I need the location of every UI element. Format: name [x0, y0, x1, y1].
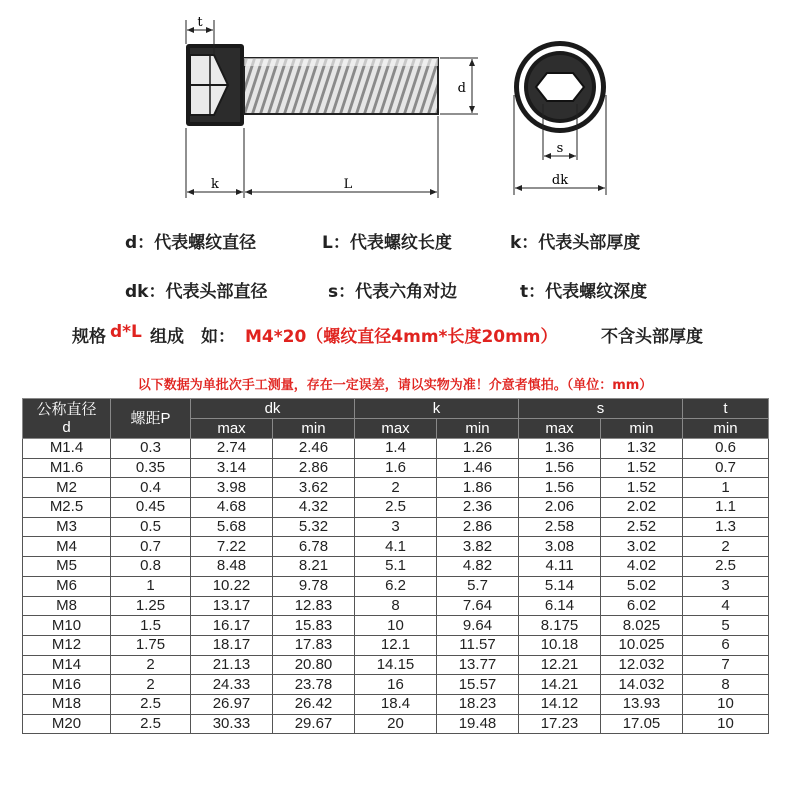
table-cell: 8.025	[601, 616, 683, 636]
s-dimension-label: s	[556, 141, 564, 156]
table-cell: 16.17	[191, 616, 273, 636]
table-cell: 2.02	[601, 498, 683, 518]
table-row	[23, 498, 769, 518]
table-cell: 0.8	[111, 557, 191, 577]
table-cell: 1.46	[437, 458, 519, 478]
table-cell: M14	[23, 655, 111, 675]
table-cell: M5	[23, 557, 111, 577]
table-cell: M8	[23, 596, 111, 616]
table-cell: 2	[683, 537, 769, 557]
table-cell: 0.35	[111, 458, 191, 478]
spec-example: M4*20（螺纹直径4mm*长度20mm）	[245, 327, 558, 347]
table-cell: 12.032	[601, 655, 683, 675]
legend-t: t：代表螺纹深度	[520, 282, 648, 302]
header-t-min: min	[683, 419, 769, 439]
table-cell: 10	[355, 616, 437, 636]
table-cell: 0.5	[111, 517, 191, 537]
legend-L: L：代表螺纹长度	[322, 233, 452, 253]
table-row	[23, 537, 769, 557]
table-cell: 1.86	[437, 478, 519, 498]
header-k-max: max	[355, 419, 437, 439]
table-cell: M1.4	[23, 439, 111, 459]
table-cell: 1.32	[601, 439, 683, 459]
table-cell: 5.7	[437, 576, 519, 596]
header-pitch: 螺距P	[111, 399, 191, 439]
table-cell: 17.23	[519, 714, 601, 734]
table-cell: 4.32	[273, 498, 355, 518]
table-cell: 8	[683, 675, 769, 695]
screw-head-end-view	[514, 41, 606, 133]
table-cell: 12.83	[273, 596, 355, 616]
table-cell: 1.3	[683, 517, 769, 537]
table-cell: 1.5	[111, 616, 191, 636]
table-cell: M6	[23, 576, 111, 596]
table-cell: 20	[355, 714, 437, 734]
table-cell: 8	[355, 596, 437, 616]
table-cell: M2	[23, 478, 111, 498]
table-cell: 14.21	[519, 675, 601, 695]
table-row	[23, 655, 769, 675]
t-dimension-label: t	[197, 15, 203, 30]
table-cell: 18.17	[191, 635, 273, 655]
table-cell: 10.18	[519, 635, 601, 655]
table-cell: 1.4	[355, 439, 437, 459]
table-cell: 3	[683, 576, 769, 596]
table-cell: 11.57	[437, 635, 519, 655]
table-cell: 3.02	[601, 537, 683, 557]
table-cell: 19.48	[437, 714, 519, 734]
table-row	[23, 517, 769, 537]
table-cell: 7.64	[437, 596, 519, 616]
table-cell: 1.75	[111, 635, 191, 655]
table-cell: 2.52	[601, 517, 683, 537]
table-header-row-1	[23, 399, 769, 419]
table-cell: 1.6	[355, 458, 437, 478]
table-cell: 1.36	[519, 439, 601, 459]
table-cell: 3.82	[437, 537, 519, 557]
table-cell: 17.83	[273, 635, 355, 655]
table-cell: 4.11	[519, 557, 601, 577]
d-dimension-label: d	[457, 81, 466, 96]
table-row	[23, 576, 769, 596]
table-body	[23, 439, 769, 734]
screw-head-side-view	[186, 44, 244, 126]
table-cell: M2.5	[23, 498, 111, 518]
table-cell: 17.05	[601, 714, 683, 734]
legend-s: s：代表六角对边	[328, 282, 458, 302]
spec-mid: 组成 如：	[150, 327, 235, 347]
table-cell: 0.7	[683, 458, 769, 478]
table-cell: 0.7	[111, 537, 191, 557]
legend-d: d：代表螺纹直径	[125, 233, 257, 253]
screw-dimension-diagram	[0, 0, 790, 210]
table-cell: M12	[23, 635, 111, 655]
table-cell: 3.98	[191, 478, 273, 498]
table-cell: 2.5	[111, 694, 191, 714]
table-row	[23, 439, 769, 459]
table-cell: 26.97	[191, 694, 273, 714]
header-s-max: max	[519, 419, 601, 439]
table-cell: 10	[683, 714, 769, 734]
table-cell: 2.06	[519, 498, 601, 518]
table-cell: M4	[23, 537, 111, 557]
table-cell: 4.68	[191, 498, 273, 518]
header-s-min: min	[601, 419, 683, 439]
table-cell: 0.6	[683, 439, 769, 459]
table-cell: 2.86	[437, 517, 519, 537]
table-cell: 4.1	[355, 537, 437, 557]
table-cell: 2	[111, 655, 191, 675]
spec-formula: d*L	[110, 322, 142, 342]
table-cell: 1.1	[683, 498, 769, 518]
table-cell: 23.78	[273, 675, 355, 695]
measurement-note: 以下数据为单批次手工测量，存在一定误差，请以实物为准！介意者慎拍。（单位：mm）	[137, 378, 653, 393]
table-cell: 5.02	[601, 576, 683, 596]
table-cell: 2.86	[273, 458, 355, 478]
table-cell: 5.68	[191, 517, 273, 537]
table-cell: 1.56	[519, 478, 601, 498]
table-cell: 5.14	[519, 576, 601, 596]
table-cell: 18.4	[355, 694, 437, 714]
table-cell: 15.83	[273, 616, 355, 636]
table-row	[23, 714, 769, 734]
table-cell: 6.02	[601, 596, 683, 616]
table-cell: 3	[355, 517, 437, 537]
table-cell: 1.56	[519, 458, 601, 478]
table-cell: 21.13	[191, 655, 273, 675]
table-cell: 9.78	[273, 576, 355, 596]
table-cell: 14.15	[355, 655, 437, 675]
header-k-min: min	[437, 419, 519, 439]
table-row	[23, 557, 769, 577]
table-cell: 5.1	[355, 557, 437, 577]
table-cell: 26.42	[273, 694, 355, 714]
table-cell: 13.77	[437, 655, 519, 675]
table-cell: 15.57	[437, 675, 519, 695]
table-cell: 4	[683, 596, 769, 616]
table-cell: 14.032	[601, 675, 683, 695]
table-cell: 14.12	[519, 694, 601, 714]
table-cell: M20	[23, 714, 111, 734]
table-cell: M3	[23, 517, 111, 537]
table-row	[23, 675, 769, 695]
table-cell: 2	[111, 675, 191, 695]
table-cell: 4.02	[601, 557, 683, 577]
table-row	[23, 635, 769, 655]
table-cell: 5	[683, 616, 769, 636]
screw-thread-shank	[244, 58, 438, 114]
table-cell: 20.80	[273, 655, 355, 675]
table-cell: 13.17	[191, 596, 273, 616]
table-cell: 0.45	[111, 498, 191, 518]
table-cell: M16	[23, 675, 111, 695]
table-cell: 1.52	[601, 478, 683, 498]
table-cell: 1.26	[437, 439, 519, 459]
table-row	[23, 458, 769, 478]
legend-k: k：代表头部厚度	[510, 233, 641, 253]
table-cell: 3.08	[519, 537, 601, 557]
table-cell: 7	[683, 655, 769, 675]
table-cell: 30.33	[191, 714, 273, 734]
table-cell: 8.21	[273, 557, 355, 577]
table-row	[23, 694, 769, 714]
table-cell: 6.14	[519, 596, 601, 616]
table-cell: 10.22	[191, 576, 273, 596]
table-cell: 12.1	[355, 635, 437, 655]
table-cell: 1	[683, 478, 769, 498]
table-cell: 8.48	[191, 557, 273, 577]
table-cell: 4.82	[437, 557, 519, 577]
table-cell: 1.52	[601, 458, 683, 478]
header-t: t	[683, 399, 769, 419]
table-cell: 0.4	[111, 478, 191, 498]
table-cell: 2.36	[437, 498, 519, 518]
table-row	[23, 616, 769, 636]
table-cell: 5.32	[273, 517, 355, 537]
table-cell: 6.78	[273, 537, 355, 557]
table-cell: 1	[111, 576, 191, 596]
header-nominal-diameter-symbol: d	[62, 418, 71, 436]
header-dk-min: min	[273, 419, 355, 439]
table-cell: 2.5	[683, 557, 769, 577]
table-cell: 2.58	[519, 517, 601, 537]
table-cell: 2	[355, 478, 437, 498]
table-cell: 6	[683, 635, 769, 655]
spec-prefix: 规格	[72, 327, 106, 347]
table-row	[23, 478, 769, 498]
header-nominal-diameter-label: 公称直径	[36, 400, 97, 418]
table-cell: 29.67	[273, 714, 355, 734]
table-cell: 3.14	[191, 458, 273, 478]
header-dk: dk	[191, 399, 355, 419]
header-dk-max: max	[191, 419, 273, 439]
table-cell: 2.5	[111, 714, 191, 734]
L-dimension-label: L	[343, 177, 353, 192]
table-cell: 18.23	[437, 694, 519, 714]
table-cell: 1.25	[111, 596, 191, 616]
table-cell: 8.175	[519, 616, 601, 636]
table-cell: 10.025	[601, 635, 683, 655]
table-cell: 9.64	[437, 616, 519, 636]
table-cell: M18	[23, 694, 111, 714]
table-cell: 16	[355, 675, 437, 695]
table-cell: 3.62	[273, 478, 355, 498]
table-cell: 6.2	[355, 576, 437, 596]
table-cell: 2.74	[191, 439, 273, 459]
k-dimension-label: k	[211, 177, 219, 192]
table-cell: 10	[683, 694, 769, 714]
spec-suffix: 不含头部厚度	[601, 327, 703, 347]
table-row	[23, 596, 769, 616]
table-cell: M10	[23, 616, 111, 636]
table-cell: M1.6	[23, 458, 111, 478]
table-cell: 0.3	[111, 439, 191, 459]
table-cell: 13.93	[601, 694, 683, 714]
dk-dimension-label: dk	[551, 173, 569, 188]
header-nominal-diameter	[23, 399, 111, 439]
screw-spec-table	[22, 398, 769, 734]
table-cell: 2.46	[273, 439, 355, 459]
header-k: k	[355, 399, 519, 419]
table-cell: 7.22	[191, 537, 273, 557]
table-cell: 2.5	[355, 498, 437, 518]
table-cell: 12.21	[519, 655, 601, 675]
legend-dk: dk：代表头部直径	[125, 282, 268, 302]
table-cell: 24.33	[191, 675, 273, 695]
header-s: s	[519, 399, 683, 419]
